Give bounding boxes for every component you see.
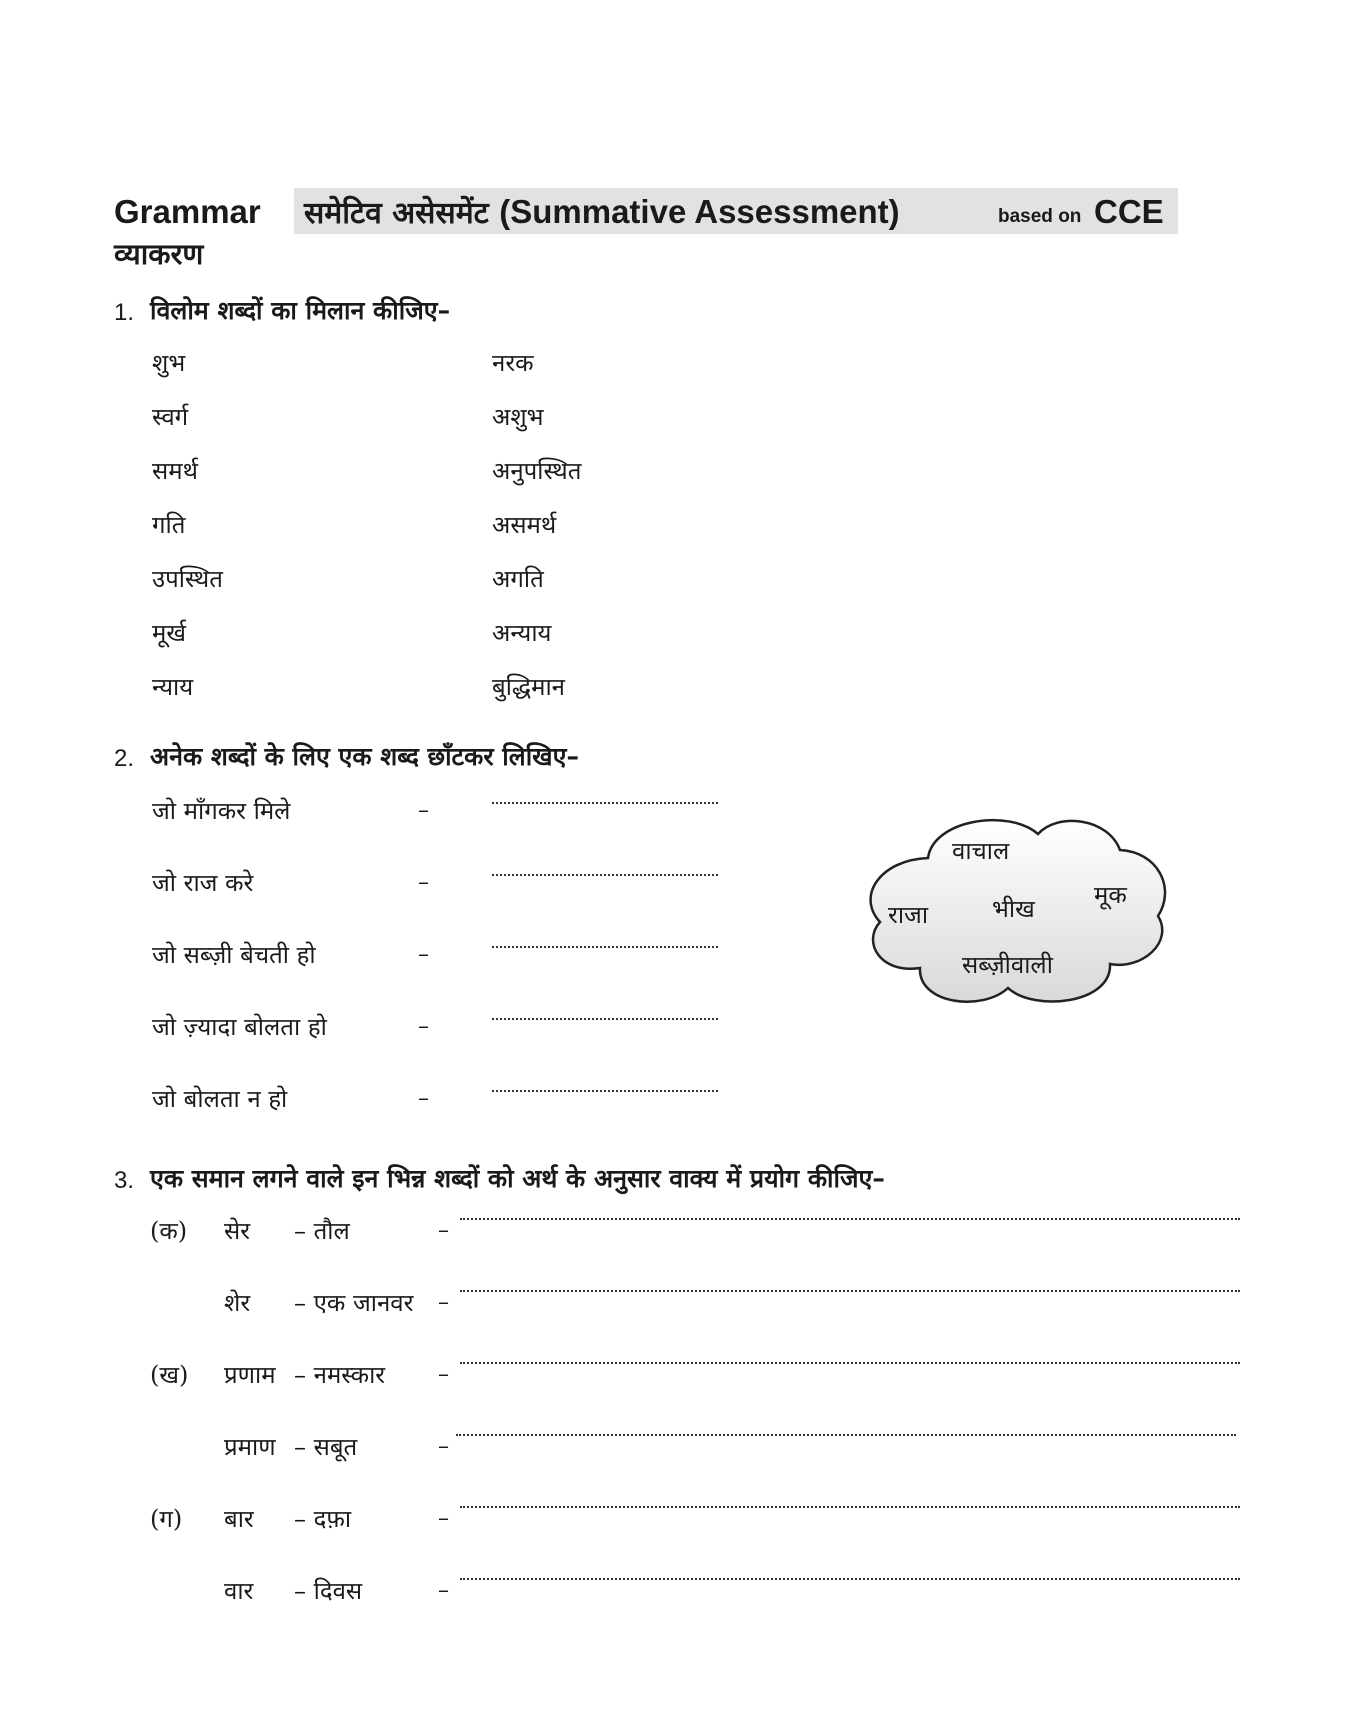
cloud-word: भीख <box>992 895 1035 923</box>
q1-right-word: अन्याय <box>492 619 552 647</box>
subject-title-en: Grammar <box>114 193 261 230</box>
q1-right-word: अगति <box>492 565 544 593</box>
q3-dash: – <box>438 1290 449 1315</box>
q3-meaning: – दफ़ा <box>294 1505 352 1533</box>
cloud-word: सब्ज़ीवाली <box>962 951 1053 979</box>
q2-answer-line[interactable] <box>492 1090 718 1092</box>
q3-word: प्रणाम <box>224 1361 276 1389</box>
q3-meaning: – सबूत <box>294 1433 358 1461</box>
q1-left-word: समर्थ <box>152 457 198 485</box>
q3-dash: – <box>438 1434 449 1459</box>
q2-phrase: जो माँगकर मिले <box>152 797 291 825</box>
q3-number: 3. <box>114 1167 135 1194</box>
q2-dash: – <box>418 798 429 823</box>
q3-meaning: – दिवस <box>294 1577 363 1605</box>
cloud-word: मूक <box>1094 881 1127 909</box>
q2-answer-line[interactable] <box>492 802 718 804</box>
q3-answer-line[interactable] <box>460 1290 1240 1292</box>
q1-left-word: गति <box>152 511 186 539</box>
q1-right-word: अनुपस्थित <box>492 457 582 485</box>
q1-left-word: शुभ <box>152 349 186 377</box>
q2-answer-line[interactable] <box>492 946 718 948</box>
q1-right-word: असमर्थ <box>492 511 557 539</box>
q3-group-label: (ख) <box>150 1361 189 1389</box>
cce-label: CCE <box>1094 193 1164 230</box>
q3-group-label: (ग) <box>150 1505 183 1533</box>
q3-meaning: – तौल <box>294 1217 350 1245</box>
q2-prompt: अनेक शब्दों के लिए एक शब्द छाँटकर लिखिए– <box>150 742 579 771</box>
cloud-word: वाचाल <box>952 837 1010 865</box>
q1-right-word: नरक <box>492 349 534 377</box>
q1-right-word: अशुभ <box>492 403 544 431</box>
q1-left-word: उपस्थित <box>152 565 223 593</box>
q1-left-word: मूर्ख <box>152 619 186 647</box>
cloud-word: राजा <box>888 901 929 929</box>
q3-answer-line[interactable] <box>460 1506 1240 1508</box>
q2-dash: – <box>418 870 429 895</box>
q2-answer-line[interactable] <box>492 1018 718 1020</box>
q3-dash: – <box>438 1218 449 1243</box>
q3-group-label: (क) <box>150 1217 188 1245</box>
q1-right-word: बुद्धिमान <box>492 673 565 701</box>
q3-answer-line[interactable] <box>460 1362 1240 1364</box>
q3-prompt: एक समान लगने वाले इन भिन्न शब्दों को अर्थ के अनुसार वाक्य में प्रयोग कीजिए– <box>150 1164 885 1193</box>
q2-answer-line[interactable] <box>492 874 718 876</box>
q2-number: 2. <box>114 745 135 772</box>
q3-meaning: – नमस्कार <box>294 1361 386 1389</box>
q3-word: बार <box>224 1505 254 1533</box>
q1-left-word: स्वर्ग <box>152 403 189 431</box>
q3-word: वार <box>224 1577 254 1605</box>
assessment-title-hindi: समेटिव असेसमेंट <box>304 196 489 231</box>
subject-title-hi: व्याकरण <box>114 237 204 271</box>
based-on-label: based on <box>998 206 1082 227</box>
q3-answer-line[interactable] <box>456 1434 1236 1436</box>
q3-answer-line[interactable] <box>460 1578 1240 1580</box>
q2-phrase: जो राज करे <box>152 869 254 897</box>
q1-number: 1. <box>114 299 135 326</box>
q2-phrase: जो बोलता न हो <box>152 1085 288 1113</box>
q2-dash: – <box>418 1014 429 1039</box>
q3-dash: – <box>438 1578 449 1603</box>
q3-answer-line[interactable] <box>460 1218 1240 1220</box>
q3-dash: – <box>438 1362 449 1387</box>
q3-word: सेर <box>224 1217 251 1245</box>
assessment-title <box>304 192 900 234</box>
q3-word: प्रमाण <box>224 1433 276 1461</box>
q2-phrase: जो सब्ज़ी बेचती हो <box>152 941 316 969</box>
q1-prompt: विलोम शब्दों का मिलान कीजिए– <box>150 296 451 325</box>
q1-left-word: न्याय <box>152 673 194 701</box>
q2-phrase: जो ज़्यादा बोलता हो <box>152 1013 327 1041</box>
q3-word: शेर <box>224 1289 251 1317</box>
q3-meaning: – एक जानवर <box>294 1289 414 1317</box>
q2-dash: – <box>418 1086 429 1111</box>
q3-dash: – <box>438 1506 449 1531</box>
assessment-title-english: (Summative Assessment) <box>499 193 900 230</box>
q2-dash: – <box>418 942 429 967</box>
word-cloud <box>858 798 1178 1018</box>
